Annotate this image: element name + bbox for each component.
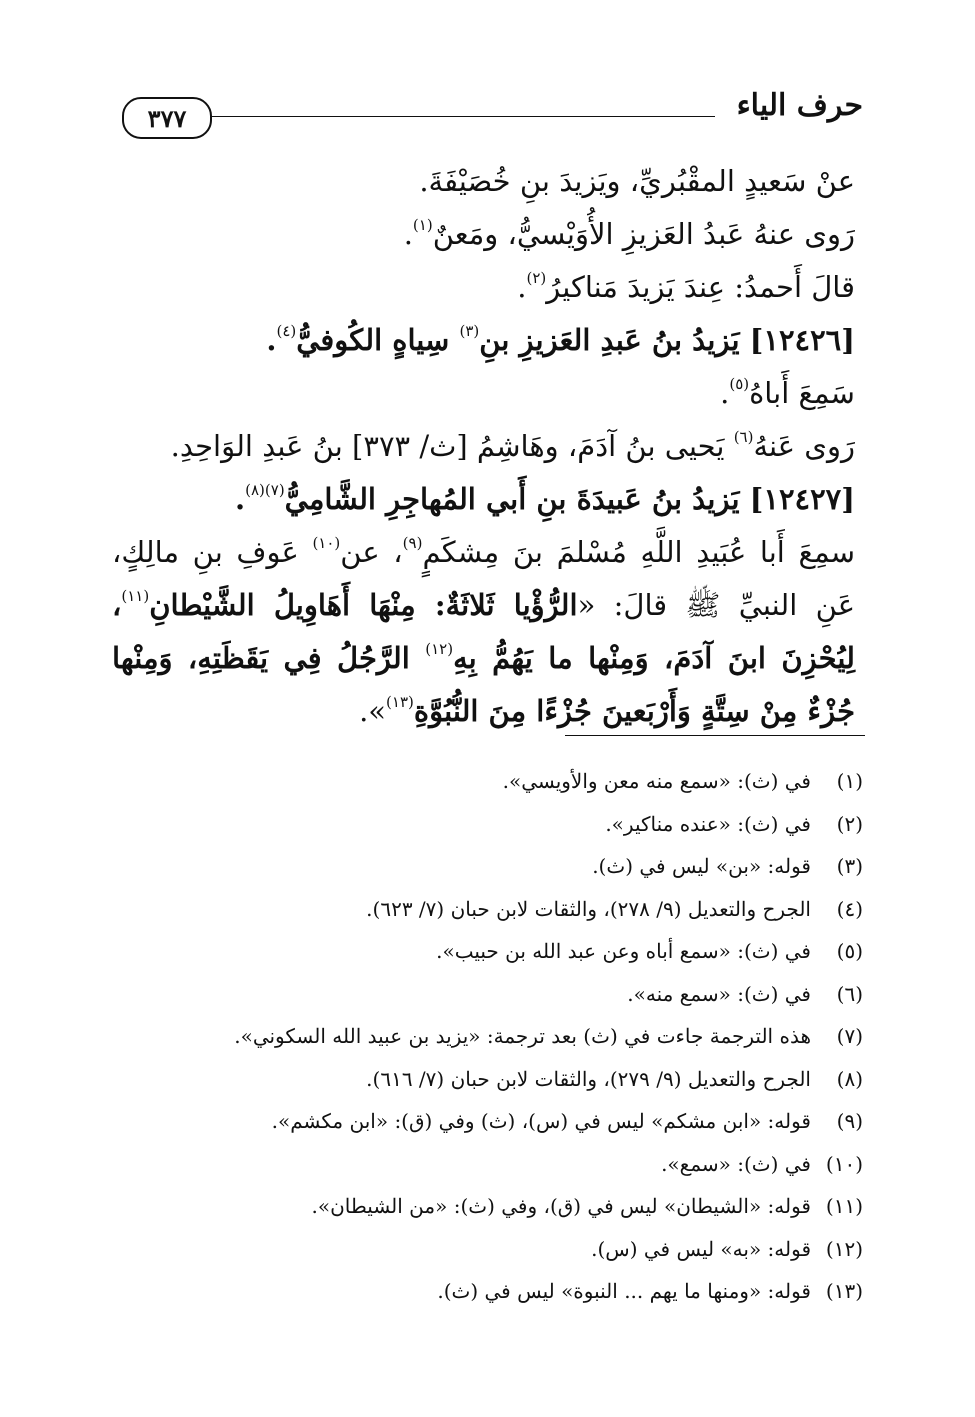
footnote-number: (٨) bbox=[836, 1066, 863, 1091]
footnote-text: في (ث): «سمع». bbox=[661, 1151, 811, 1176]
footnote-marker: (١٣) bbox=[386, 693, 414, 711]
footnote-marker: (١٠) bbox=[312, 534, 341, 552]
footnote-number: (٢) bbox=[836, 811, 863, 836]
text-span: عنْ سَعيدٍ المقْبُريِّ، ويَزيدَ بنِ خُصَيْفَةَ. bbox=[419, 164, 855, 198]
footnote bbox=[112, 1058, 863, 1101]
footnote-text: قوله: «ومنها ما يهم ... النبوة» ليس في (ث). bbox=[437, 1279, 811, 1303]
footnote-separator bbox=[565, 735, 865, 736]
footnotes bbox=[112, 760, 863, 1313]
header-rule bbox=[200, 116, 715, 117]
text-line bbox=[112, 420, 855, 473]
text-span: . bbox=[517, 270, 527, 304]
text-line bbox=[112, 367, 855, 420]
footnote-text: في (ث): «عنده مناكير». bbox=[605, 811, 811, 836]
footnote-text: في (ث): «سمع منه معن والأويسي». bbox=[502, 769, 811, 793]
text-span: رَوى عنهُ عَبدُ العَزيزِ الأُوَيْسيُّ، ومَعنٌ bbox=[432, 217, 855, 251]
footnote bbox=[112, 973, 863, 1016]
footnote bbox=[112, 930, 863, 973]
text-line bbox=[112, 261, 855, 314]
entry-name: يَزيدُ بنُ عَبيدَةَ بنِ أَبي المُهاجِرِ الشَّامِيُّ bbox=[284, 482, 740, 516]
footnote bbox=[112, 845, 863, 888]
footnote bbox=[112, 803, 863, 846]
footnote-text: الجرح والتعديل (٩/ ٢٧٩)، والثقات لابن حبان (٧/ ٦١٦). bbox=[366, 1066, 811, 1091]
footnote-text: في (ث): «سمع أباه وعن عبد الله بن حبيب». bbox=[436, 939, 811, 963]
main-text bbox=[112, 155, 855, 738]
footnote-marker: (٤) bbox=[276, 322, 297, 340]
footnote-text: هذه الترجمة جاءت في (ث) بعد ترجمة: «يزيد بن عبيد الله السكوني». bbox=[234, 1024, 811, 1048]
entry-number: [١٢٤٢٦] bbox=[749, 323, 855, 357]
footnote bbox=[112, 1100, 863, 1143]
footnote-number: (٥) bbox=[836, 939, 863, 963]
footnote-number: (١٢) bbox=[825, 1236, 863, 1261]
footnote-number: (١١) bbox=[825, 1194, 863, 1218]
footnote-text: الجرح والتعديل (٩/ ٢٧٨)، والثقات لابن حبان (٧/ ٦٢٣). bbox=[366, 896, 811, 921]
footnote-text: قوله: «به» ليس في (س). bbox=[591, 1236, 811, 1261]
footnote-text: قوله: «بن» ليس في (ث). bbox=[592, 854, 811, 878]
text-span: . bbox=[403, 217, 413, 251]
footnote-marker: (٧)(٨) bbox=[245, 481, 285, 499]
footnote-text: في (ث): «سمع منه». bbox=[627, 981, 811, 1006]
footnote bbox=[112, 760, 863, 803]
footnote-marker: (٢) bbox=[526, 269, 547, 287]
footnote bbox=[112, 1270, 863, 1313]
footnote-marker: (١١) bbox=[121, 587, 150, 605]
footnote-text: قوله: «الشيطان» ليس في (ق)، وفي (ث): «من الشيطان». bbox=[311, 1194, 811, 1218]
text-span: سمِعَ أَبا عُبَيدِ اللَّهِ مُسْلمَ بنَ مِشكَمٍ bbox=[422, 535, 856, 569]
footnote bbox=[112, 1228, 863, 1271]
footnote-number: (٤) bbox=[836, 896, 863, 921]
footnote-number: (٩) bbox=[836, 1109, 863, 1133]
text-span: . bbox=[266, 323, 277, 357]
text-span: ». bbox=[359, 694, 387, 728]
footnote-number: (٣) bbox=[836, 854, 863, 878]
text-span: قالَ أَحمدُ: عِندَ يَزيدَ مَناكيرُ bbox=[546, 270, 855, 304]
footnote-marker: (٩) bbox=[402, 534, 423, 552]
hadith-text: الرُّؤْيا ثَلاثَةٌ: مِنْهَا أَهَاوِيلُ الشَّيْطانِ bbox=[149, 588, 578, 622]
footnote-number: (١٣) bbox=[825, 1279, 863, 1303]
text-span: عَوفِ بنِ مالِكٍ، عَنِ النبيِّ ﷺ قالَ: « bbox=[112, 535, 855, 622]
page-number: ٣٧٧ bbox=[122, 97, 212, 139]
text-span: . bbox=[720, 376, 730, 410]
entry-name: سِياهٍ الكُوفيُّ bbox=[296, 323, 450, 357]
footnote bbox=[112, 888, 863, 931]
text-span: سَمِعَ أَباهُ bbox=[749, 376, 855, 410]
footnote-text: قوله: «ابن مشكم» ليس في (س)، (ث) وفي (ق): «ابن مكشم». bbox=[271, 1109, 811, 1133]
footnote-marker: (٥) bbox=[729, 375, 750, 393]
footnote-marker: (٣) bbox=[459, 322, 480, 340]
footnote-marker: (٦) bbox=[733, 428, 754, 446]
text-line bbox=[112, 208, 855, 261]
entry-heading bbox=[112, 314, 855, 367]
hadith-text: الرَّجُلُ فِي يَقَظَتِهِ، وَمِنْها جُزْءٌ مِنْ سِتَّةٍ وَأَرْبَعينَ جُزْءًا مِنَ النُّبُوَّةِ bbox=[112, 641, 855, 728]
footnote bbox=[112, 1185, 863, 1228]
hadith-text: ، لِيُحْزِنَ ابنَ آدَمَ، وَمِنْها ما يَهُمُّ بِهِ bbox=[112, 588, 855, 675]
footnote-number: (٧) bbox=[836, 1024, 863, 1048]
footnote-number: (١٠) bbox=[825, 1151, 863, 1176]
text-line bbox=[112, 155, 855, 208]
footnote-marker: (١) bbox=[412, 216, 433, 234]
text-span: ، عن bbox=[340, 535, 403, 569]
footnote bbox=[112, 1143, 863, 1186]
text-span: . bbox=[235, 482, 246, 516]
text-span: رَوى عَنهُ bbox=[753, 429, 855, 463]
entry-name: يَزيدُ بنُ عَبدِ العَزيزِ بنِ bbox=[479, 323, 740, 357]
entry-number: [١٢٤٢٧] bbox=[749, 482, 855, 516]
running-title: حرف الياء bbox=[736, 88, 863, 123]
footnote-marker: (١٢) bbox=[425, 640, 454, 658]
footnote-number: (٦) bbox=[836, 981, 863, 1006]
entry-heading bbox=[112, 473, 855, 526]
hadith-paragraph bbox=[112, 526, 855, 738]
footnote-number: (١) bbox=[836, 769, 863, 793]
footnote bbox=[112, 1015, 863, 1058]
text-span: يَحيى بنُ آدَمَ، وهَاشِمُ [ث/ ٣٧٣] بنُ عَبدِ الوَاحِدِ. bbox=[170, 429, 725, 463]
